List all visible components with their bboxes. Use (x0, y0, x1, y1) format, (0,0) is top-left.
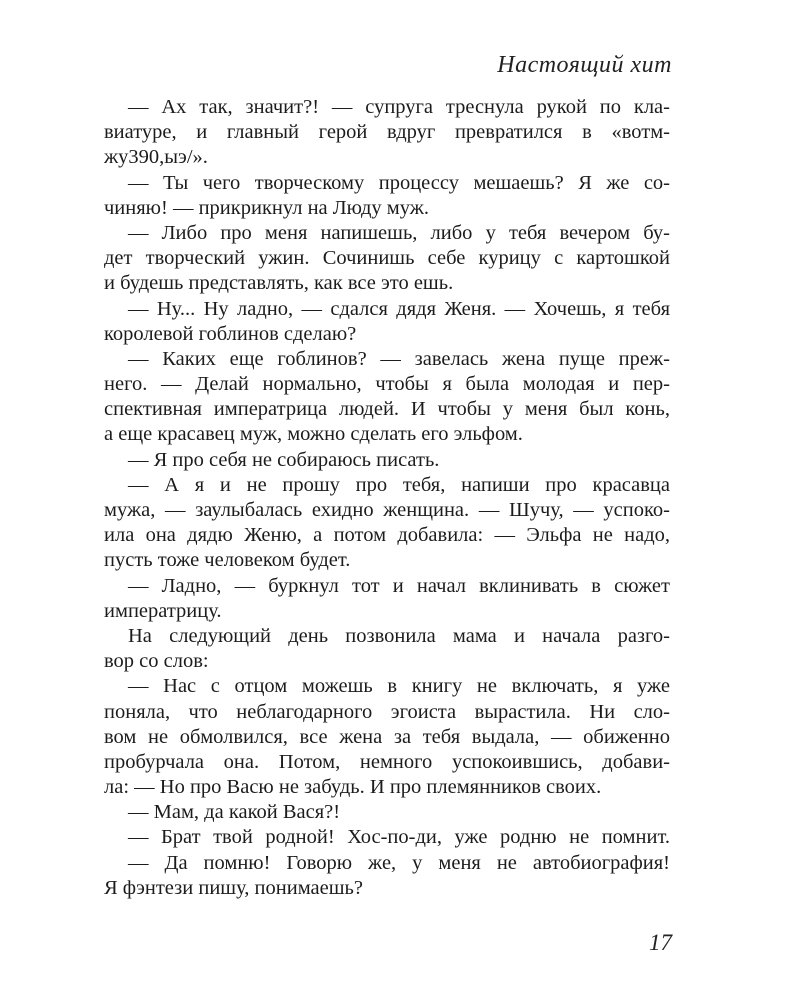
text-line: королевой гоблинов сделаю? (104, 322, 357, 345)
text-line: пусть тоже человеком будет. (104, 549, 351, 572)
text-line: — Ах так, значит?! — супруга треснула рукой по кла- (128, 96, 670, 118)
text-line: — Да помню! Говорю же, у меня не автобиография! (128, 851, 670, 874)
text-line: ила она дядю Женю, а потом добавила: — Эльфа не надо, (104, 524, 670, 547)
text-line: — Нас с отцом можешь в книгу не включать, я уже (128, 675, 670, 698)
text-line: вор со слов: (104, 650, 209, 673)
text-line: — Ладно, — буркнул тот и начал вклинивать в сюжет (128, 574, 670, 597)
text-line: поняла, что неблагодарного эгоиста вырастила. Ни сло- (104, 700, 670, 723)
page-body-text (104, 95, 670, 901)
text-line: него. — Делай нормально, чтобы я была молодая и пер- (104, 373, 670, 396)
text-line: и будешь представлять, как все это ешь. (104, 272, 454, 295)
running-header: Настоящий хит (497, 52, 672, 78)
text-line: чиняю! — прикрикнул на Люду муж. (104, 196, 429, 219)
text-line: — А я и не прошу про тебя, напиши про красавца (128, 473, 670, 496)
text-line: жу390,ыэ/». (104, 146, 208, 169)
text-line: мужа, — заулыбалась ехидно женщина. — Шучу, — успоко- (104, 499, 670, 521)
text-line: — Ты чего творческому процессу мешаешь? Я же со- (128, 171, 670, 194)
text-line: — Ну... Ну ладно, — сдался дядя Женя. — Хочешь, я тебя (128, 297, 670, 320)
text-line: — Я про себя не собираюсь писать. (128, 448, 440, 471)
text-line: Я фэнтези пишу, понимаешь? (104, 876, 363, 899)
text-line: вом не обмолвился, все жена за тебя выдала, — обиженно (104, 725, 670, 748)
text-line: — Либо про меня напишешь, либо у тебя вечером бу- (128, 221, 670, 244)
text-line: ла: — Но про Васю не забудь. И про племянников своих. (104, 776, 602, 799)
text-line: На следующий день позвонила мама и начала разго- (128, 624, 670, 647)
page-number: 17 (649, 930, 672, 955)
text-line: виатуре, и главный герой вдруг превратился в «вотм- (104, 121, 670, 144)
text-line: — Мам, да какой Вася?! (128, 801, 341, 824)
text-line: пробурчала она. Потом, немного успокоившись, добави- (104, 750, 670, 773)
text-line: а еще красавец муж, можно сделать его эльфом. (104, 423, 523, 446)
text-line: — Брат твой родной! Хос-по-ди, уже родню не помнит. (128, 826, 670, 849)
text-line: императрицу. (104, 599, 222, 622)
text-line: дет творческий ужин. Сочинишь себе курицу с картошкой (104, 247, 670, 270)
text-line: — Каких еще гоблинов? — завелась жена пуще преж- (128, 347, 670, 370)
text-line: спективная императрица людей. И чтобы у меня был конь, (104, 398, 670, 421)
